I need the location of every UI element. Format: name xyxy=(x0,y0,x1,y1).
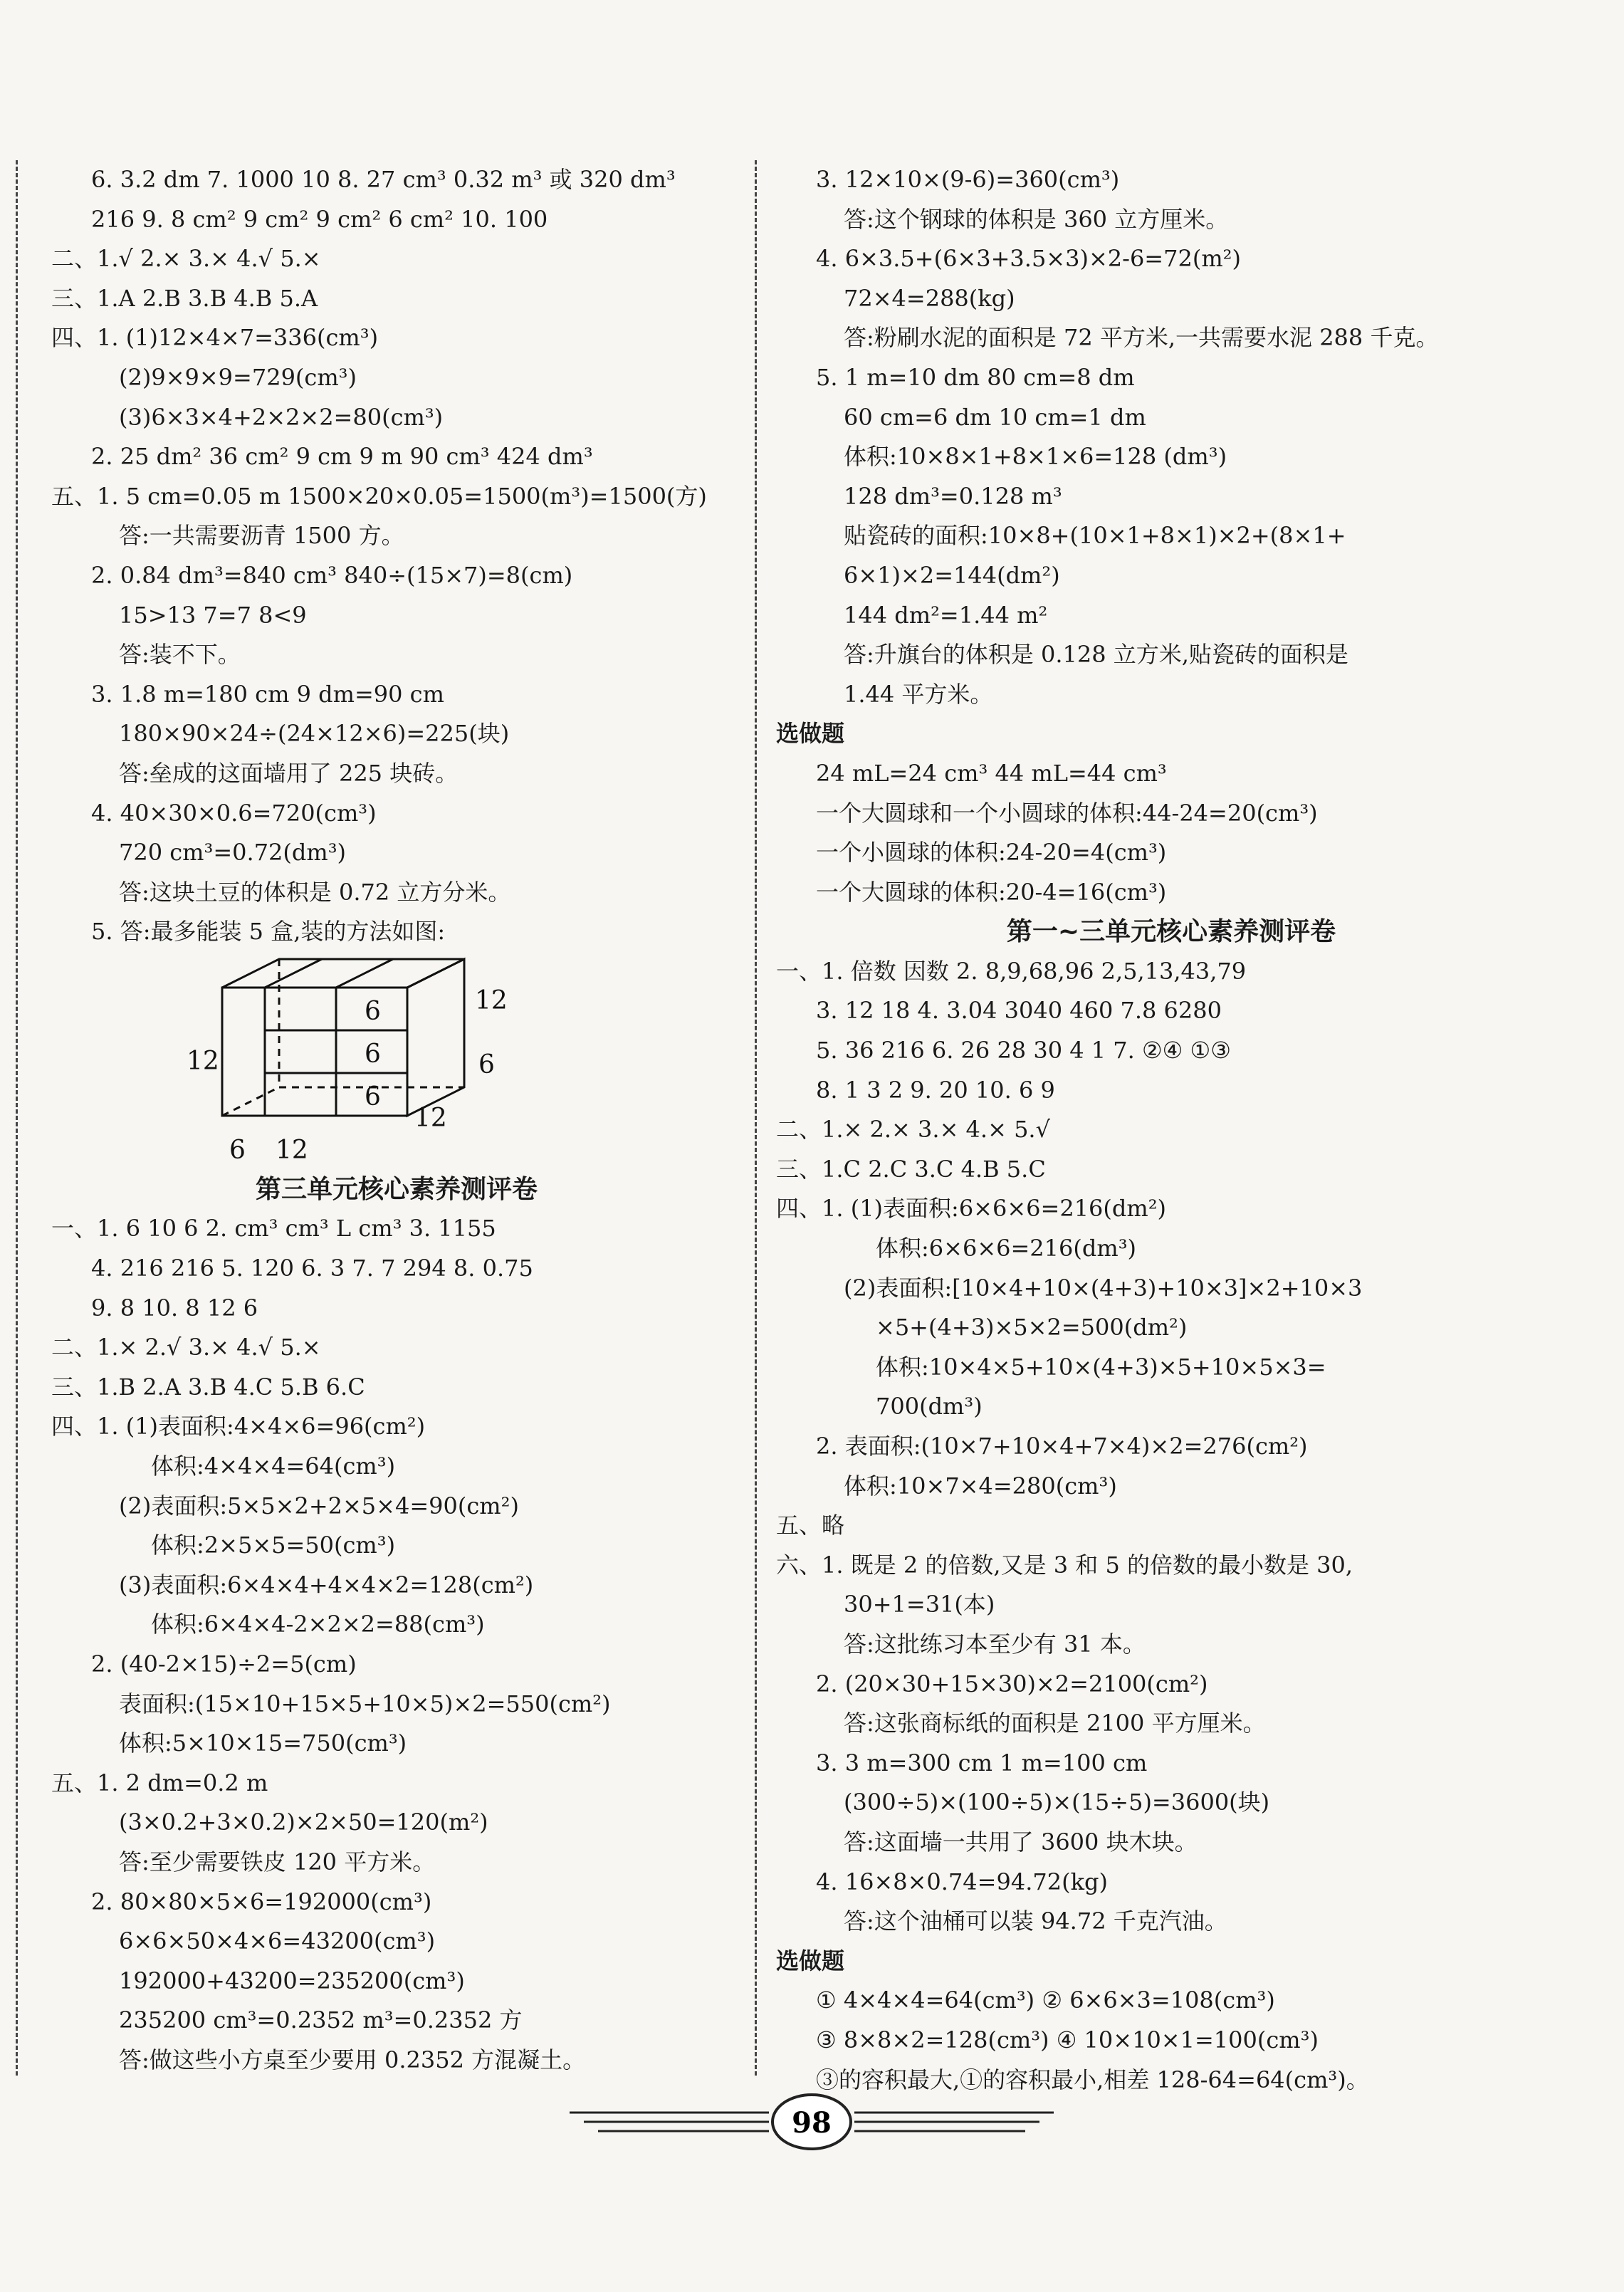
answer-line: 15>13 7=7 8<9 xyxy=(119,601,307,629)
label-box1: 6 xyxy=(365,996,381,1026)
answer-line: 答:这批练习本至少有 31 本。 xyxy=(844,1630,1146,1658)
answer-line: 216 9. 8 cm² 9 cm² 9 cm² 6 cm² 10. 100 xyxy=(91,205,548,233)
answer-line: 4. 216 216 5. 120 6. 3 7. 7 294 8. 0.75 xyxy=(91,1255,533,1282)
answer-line: 答:这面墙一共用了 3600 块木块。 xyxy=(844,1828,1198,1856)
answer-line: 5. 36 216 6. 26 28 30 4 1 7. ②④ ①③ xyxy=(816,1037,1231,1064)
answer-line: 2. 表面积:(10×7+10×4+7×4)×2=276(cm²) xyxy=(816,1433,1308,1460)
answer-line: 4. 40×30×0.6=720(cm³) xyxy=(91,799,377,827)
answer-line: 235200 cm³=0.2352 m³=0.2352 方 xyxy=(119,2006,523,2034)
answer-line: ③的容积最大,①的容积最小,相差 128-64=64(cm³)。 xyxy=(816,2066,1369,2093)
answer-line: 三、1.B 2.A 3.B 4.C 5.B 6.C xyxy=(51,1373,365,1401)
answer-line: 三、1.A 2.B 3.B 4.B 5.A xyxy=(51,284,318,312)
answer-line: 四、1. (1)表面积:4×4×6=96(cm²) xyxy=(51,1413,426,1440)
answer-line: 4. 16×8×0.74=94.72(kg) xyxy=(816,1868,1108,1895)
answer-line: 答:这张商标纸的面积是 2100 平方厘米。 xyxy=(844,1710,1266,1737)
answer-line: 6×1)×2=144(dm²) xyxy=(844,561,1060,589)
answer-line: 700(dm³) xyxy=(876,1393,983,1420)
answer-line: 体积:4×4×4=64(cm³) xyxy=(151,1453,396,1480)
answer-line: 192000+43200=235200(cm³) xyxy=(119,1967,465,1994)
hidden-edge xyxy=(222,1087,279,1116)
answer-line: 180×90×24÷(24×12×6)=225(块) xyxy=(119,720,510,748)
answer-line: ③ 8×8×2=128(cm³) ④ 10×10×1=100(cm³) xyxy=(816,2026,1319,2053)
answer-line: 4. 6×3.5+(6×3+3.5×3)×2-6=72(m²) xyxy=(816,245,1241,273)
box-right-face xyxy=(407,959,464,1116)
answer-line: (2)表面积:5×5×2+2×5×4=90(cm²) xyxy=(119,1492,519,1519)
answer-line: 二、1.√ 2.× 3.× 4.√ 5.× xyxy=(51,245,321,273)
answer-line: 720 cm³=0.72(dm³) xyxy=(119,839,347,867)
optional-heading: 选做题 xyxy=(776,1947,845,1974)
answer-line: 144 dm²=1.44 m² xyxy=(844,601,1048,629)
answer-line: (300÷5)×(100÷5)×(15÷5)=3600(块) xyxy=(844,1789,1270,1816)
answer-line: 2. (40-2×15)÷2=5(cm) xyxy=(91,1650,357,1678)
label-bottom-right: 12 xyxy=(414,1103,447,1133)
answer-line: 答:这个油桶可以装 94.72 千克汽油。 xyxy=(844,1908,1227,1935)
answer-line: 五、略 xyxy=(776,1512,845,1539)
page-footer xyxy=(562,2088,1061,2152)
answer-line: 60 cm=6 dm 10 cm=1 dm xyxy=(844,403,1146,431)
answer-line: 答:这块土豆的体积是 0.72 立方分米。 xyxy=(119,878,511,906)
answer-line: 2. 80×80×5×6=192000(cm³) xyxy=(91,1888,432,1915)
answer-line: 五、1. 5 cm=0.05 m 1500×20×0.05=1500(m³)=1500(方) xyxy=(51,482,707,510)
answer-line: 2. (20×30+15×30)×2=2100(cm²) xyxy=(816,1670,1208,1697)
page-number-ornament xyxy=(562,2088,1061,2152)
answer-line: 3. 1.8 m=180 cm 9 dm=90 cm xyxy=(91,680,444,708)
label-right-mid: 6 xyxy=(478,1050,495,1079)
answer-line: 答:做这些小方桌至少要用 0.2352 方混凝土。 xyxy=(119,2046,586,2073)
answer-line: 3. 3 m=300 cm 1 m=100 cm xyxy=(816,1749,1148,1776)
label-right-top: 12 xyxy=(475,985,508,1015)
answer-line: 5. 答:最多能装 5 盒,装的方法如图: xyxy=(91,918,446,946)
answer-line: 答:粉刷水泥的面积是 72 平方米,一共需要水泥 288 千克。 xyxy=(844,324,1439,352)
answer-line: 二、1.× 2.× 3.× 4.× 5.√ xyxy=(776,1116,1050,1144)
left-margin-dashed-line xyxy=(16,160,18,2076)
answer-line: ×5+(4+3)×5×2=500(dm²) xyxy=(876,1314,1188,1341)
box-diagram xyxy=(187,952,550,1170)
answer-line: 1.44 平方米。 xyxy=(844,680,993,708)
answer-line: 8. 1 3 2 9. 20 10. 6 9 xyxy=(816,1076,1055,1104)
right-column xyxy=(776,160,1566,2100)
answer-line: 6×6×50×4×6=43200(cm³) xyxy=(119,1927,436,1955)
answer-line: 答:升旗台的体积是 0.128 立方米,贴瓷砖的面积是 xyxy=(844,641,1348,669)
answer-line: 一个大圆球和一个小圆球的体积:44-24=20(cm³) xyxy=(816,799,1318,827)
answer-line: 3. 12×10×(9-6)=360(cm³) xyxy=(816,166,1120,193)
answer-line: 六、1. 既是 2 的倍数,又是 3 和 5 的倍数的最小数是 30, xyxy=(776,1551,1353,1579)
answer-line: 128 dm³=0.128 m³ xyxy=(844,482,1062,510)
answer-line: 四、1. (1)12×4×7=336(cm³) xyxy=(51,324,379,352)
answer-line: 一个大圆球的体积:20-4=16(cm³) xyxy=(816,878,1167,906)
answer-line: 体积:2×5×5=50(cm³) xyxy=(151,1532,396,1559)
inner-top-divider xyxy=(265,959,322,988)
page-number: 98 xyxy=(792,2106,832,2140)
inner-top-divider xyxy=(336,959,393,988)
answer-line: 贴瓷砖的面积:10×8+(10×1+8×1)×2+(8×1+ xyxy=(844,522,1346,550)
left-part-1 xyxy=(51,160,742,952)
answer-line: 2. 0.84 dm³=840 cm³ 840÷(15×7)=8(cm) xyxy=(91,561,573,589)
label-box2: 6 xyxy=(365,1039,381,1069)
answer-line: 表面积:(15×10+15×5+10×5)×2=550(cm²) xyxy=(119,1690,611,1717)
right-part xyxy=(776,160,1566,2100)
answer-line: 2. 25 dm² 36 cm² 9 cm 9 m 90 cm³ 424 dm³ xyxy=(91,443,593,471)
left-part-2 xyxy=(51,1170,742,2081)
section-heading: 第三单元核心素养测评卷 xyxy=(255,1174,538,1204)
answer-line: 答:这个钢球的体积是 360 立方厘米。 xyxy=(844,205,1229,233)
answer-line: (3×0.2+3×0.2)×2×50=120(m²) xyxy=(119,1809,488,1836)
answer-line: 6. 3.2 dm 7. 1000 10 8. 27 cm³ 0.32 m³ 或 320 dm³ xyxy=(91,166,676,193)
answer-line: 体积:10×7×4=280(cm³) xyxy=(844,1472,1117,1500)
answer-line: 9. 8 10. 8 12 6 xyxy=(91,1294,258,1322)
label-bottom-a: 6 xyxy=(229,1135,246,1165)
answer-line: 五、1. 2 dm=0.2 m xyxy=(51,1769,268,1796)
optional-heading: 选做题 xyxy=(776,720,845,748)
answer-line: 3. 12 18 4. 3.04 3040 460 7.8 6280 xyxy=(816,997,1222,1025)
answer-line: (3)表面积:6×4×4+4×4×2=128(cm²) xyxy=(119,1571,534,1598)
answer-line: 24 mL=24 cm³ 44 mL=44 cm³ xyxy=(816,759,1167,787)
answer-line: (2)表面积:[10×4+10×(4+3)+10×3]×2+10×3 xyxy=(844,1274,1363,1302)
answer-line: 体积:6×4×4-2×2×2=88(cm³) xyxy=(151,1611,485,1638)
answer-line: (2)9×9×9=729(cm³) xyxy=(119,363,357,391)
answer-line: 一、1. 倍数 因数 2. 8,9,68,96 2,5,13,43,79 xyxy=(776,957,1247,985)
answer-line: 体积:10×4×5+10×(4+3)×5+10×5×3= xyxy=(876,1353,1326,1381)
label-left: 12 xyxy=(187,1046,219,1076)
answer-line: 体积:6×6×6=216(dm³) xyxy=(876,1235,1137,1262)
answer-line: 5. 1 m=10 dm 80 cm=8 dm xyxy=(816,363,1135,391)
answer-line: 一、1. 6 10 6 2. cm³ cm³ L cm³ 3. 1155 xyxy=(51,1215,496,1242)
answer-line: 答:垒成的这面墙用了 225 块砖。 xyxy=(119,759,459,787)
left-column xyxy=(51,160,742,2081)
answer-line: 二、1.× 2.√ 3.× 4.√ 5.× xyxy=(51,1334,321,1361)
box-packing-figure xyxy=(51,952,742,1170)
answer-line: 72×4=288(kg) xyxy=(844,284,1015,312)
answer-line: (3)6×3×4+2×2×2=80(cm³) xyxy=(119,403,444,431)
answer-line: 答:至少需要铁皮 120 平方米。 xyxy=(119,1848,436,1875)
answer-line: 体积:10×8×1+8×1×6=128 (dm³) xyxy=(844,443,1227,471)
answer-line: 四、1. (1)表面积:6×6×6=216(dm²) xyxy=(776,1195,1167,1223)
answer-line: 答:一共需要沥青 1500 方。 xyxy=(119,522,404,550)
answer-line: 答:装不下。 xyxy=(119,641,241,669)
column-divider-dashed-line xyxy=(755,160,757,2076)
section-heading: 第一~三单元核心素养测评卷 xyxy=(1006,917,1336,947)
label-box3: 6 xyxy=(365,1082,381,1111)
answer-line: 30+1=31(本) xyxy=(844,1591,995,1618)
answer-line: 三、1.C 2.C 3.C 4.B 5.C xyxy=(776,1155,1046,1183)
answer-line: ① 4×4×4=64(cm³) ② 6×6×3=108(cm³) xyxy=(816,1987,1275,2014)
label-bottom-b: 12 xyxy=(276,1135,308,1165)
answer-line: 体积:5×10×15=750(cm³) xyxy=(119,1730,407,1757)
answer-line: 一个小圆球的体积:24-20=4(cm³) xyxy=(816,839,1167,867)
